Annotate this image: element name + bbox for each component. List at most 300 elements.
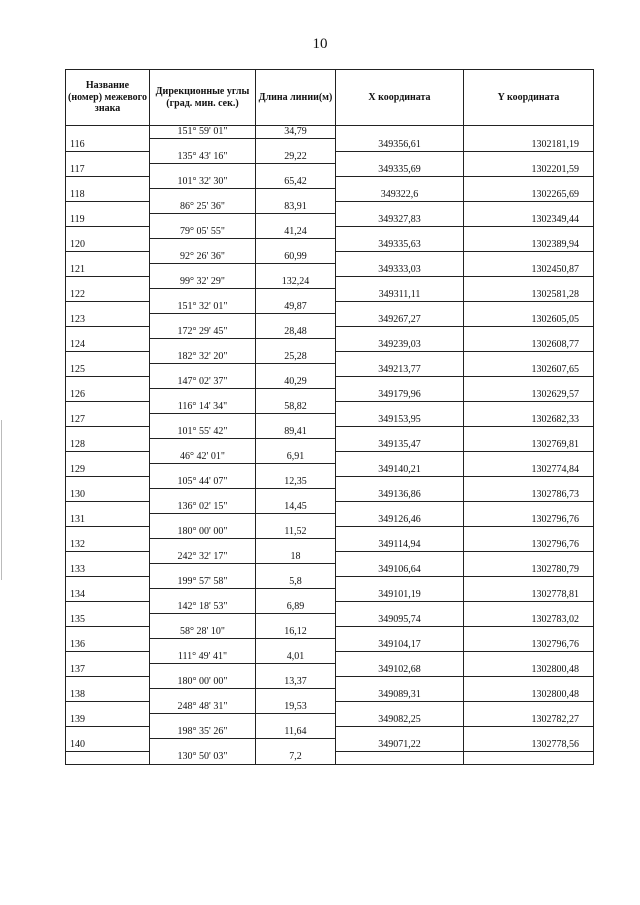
- point-name-cell: 124: [66, 339, 150, 352]
- point-name-cell: [66, 476, 150, 489]
- x-coordinate-cell: [336, 726, 464, 739]
- direction-angle-cell: 136° 02' 15": [150, 501, 256, 514]
- line-length-cell: [256, 739, 336, 752]
- x-coordinate-cell: [336, 601, 464, 614]
- line-length-cell: 41,24: [256, 226, 336, 239]
- x-coordinate-cell: 349104,17: [336, 639, 464, 652]
- line-length-cell: 132,24: [256, 276, 336, 289]
- y-coordinate-cell: 1302796,76: [464, 639, 594, 652]
- segment-row: [66, 276, 594, 289]
- point-name-cell: [66, 626, 150, 639]
- x-coordinate-cell: 349136,86: [336, 489, 464, 502]
- direction-angle-cell: 86° 25' 36": [150, 201, 256, 214]
- direction-angle-cell: 198° 35' 26": [150, 726, 256, 739]
- line-length-cell: 14,45: [256, 501, 336, 514]
- x-coordinate-cell: 349327,83: [336, 214, 464, 227]
- boundary-point-row: [66, 664, 594, 677]
- x-coordinate-cell: [336, 251, 464, 264]
- point-name-cell: [66, 526, 150, 539]
- y-coordinate-cell: [464, 676, 594, 689]
- direction-angle-cell: 248° 48' 31": [150, 701, 256, 714]
- boundary-point-row: [66, 489, 594, 502]
- boundary-point-row: [66, 614, 594, 627]
- segment-row: [66, 251, 594, 264]
- x-coordinate-cell: [336, 701, 464, 714]
- header-name: Название (номер) межевого знака: [66, 70, 150, 126]
- line-length-cell: 6,89: [256, 601, 336, 614]
- direction-angle-cell: [150, 314, 256, 327]
- direction-angle-cell: 58° 28' 10": [150, 626, 256, 639]
- segment-row: [66, 201, 594, 214]
- direction-angle-cell: [150, 539, 256, 552]
- line-length-cell: 7,2: [256, 751, 336, 764]
- point-name-cell: [66, 726, 150, 739]
- x-coordinate-cell: 349082,25: [336, 714, 464, 727]
- table-body: [66, 126, 594, 765]
- line-length-cell: [256, 564, 336, 577]
- segment-row: [66, 176, 594, 189]
- segment-row: [66, 301, 594, 314]
- line-length-cell: [256, 589, 336, 602]
- boundary-point-row: [66, 339, 594, 352]
- x-coordinate-cell: 349267,27: [336, 314, 464, 327]
- point-name-cell: 116: [66, 139, 150, 152]
- line-length-cell: 40,29: [256, 376, 336, 389]
- y-coordinate-cell: [464, 501, 594, 514]
- direction-angle-cell: [150, 189, 256, 202]
- line-length-cell: [256, 389, 336, 402]
- direction-angle-cell: 151° 59' 01": [150, 126, 256, 139]
- point-name-cell: [66, 601, 150, 614]
- x-coordinate-cell: 349089,31: [336, 689, 464, 702]
- direction-angle-cell: [150, 339, 256, 352]
- y-coordinate-cell: [464, 726, 594, 739]
- y-coordinate-cell: [464, 476, 594, 489]
- x-coordinate-cell: 349135,47: [336, 439, 464, 452]
- line-length-cell: [256, 664, 336, 677]
- point-name-cell: [66, 151, 150, 164]
- line-length-cell: [256, 364, 336, 377]
- segment-row: [66, 526, 594, 539]
- point-name-cell: [66, 176, 150, 189]
- x-coordinate-cell: 349140,21: [336, 464, 464, 477]
- y-coordinate-cell: 1302778,81: [464, 589, 594, 602]
- boundary-point-row: [66, 464, 594, 477]
- x-coordinate-cell: 349179,96: [336, 389, 464, 402]
- y-coordinate-cell: [464, 326, 594, 339]
- line-length-cell: 58,82: [256, 401, 336, 414]
- y-coordinate-cell: 1302800,48: [464, 689, 594, 702]
- y-coordinate-cell: 1302786,73: [464, 489, 594, 502]
- x-coordinate-cell: 349356,61: [336, 139, 464, 152]
- y-coordinate-cell: [464, 701, 594, 714]
- segment-row: [66, 326, 594, 339]
- point-name-cell: 117: [66, 164, 150, 177]
- segment-row: [66, 451, 594, 464]
- line-length-cell: [256, 639, 336, 652]
- boundary-point-row: [66, 739, 594, 752]
- x-coordinate-cell: 349102,68: [336, 664, 464, 677]
- x-coordinate-cell: [336, 426, 464, 439]
- line-length-cell: 29,22: [256, 151, 336, 164]
- line-length-cell: [256, 239, 336, 252]
- y-coordinate-cell: 1302389,94: [464, 239, 594, 252]
- point-name-cell: [66, 551, 150, 564]
- direction-angle-cell: 101° 55' 42": [150, 426, 256, 439]
- boundary-point-row: [66, 689, 594, 702]
- direction-angle-cell: [150, 639, 256, 652]
- line-length-cell: [256, 139, 336, 152]
- point-name-cell: [66, 351, 150, 364]
- line-length-cell: 16,12: [256, 626, 336, 639]
- y-coordinate-cell: 1302780,79: [464, 564, 594, 577]
- segment-row: [66, 226, 594, 239]
- line-length-cell: [256, 214, 336, 227]
- direction-angle-cell: 182° 32' 20": [150, 351, 256, 364]
- y-coordinate-cell: 1302796,76: [464, 514, 594, 527]
- x-coordinate-cell: [336, 176, 464, 189]
- line-length-cell: [256, 464, 336, 477]
- y-coordinate-cell: [464, 276, 594, 289]
- header-angle: Дирекционные углы (град. мин. сек.): [150, 70, 256, 126]
- point-name-cell: 135: [66, 614, 150, 627]
- x-coordinate-cell: [336, 201, 464, 214]
- x-coordinate-cell: 349071,22: [336, 739, 464, 752]
- point-name-cell: [66, 426, 150, 439]
- boundary-point-row: [66, 414, 594, 427]
- line-length-cell: 18: [256, 551, 336, 564]
- boundary-point-row: [66, 589, 594, 602]
- direction-angle-cell: 199° 57' 58": [150, 576, 256, 589]
- point-name-cell: 140: [66, 739, 150, 752]
- point-name-cell: 132: [66, 539, 150, 552]
- direction-angle-cell: [150, 214, 256, 227]
- point-name-cell: 134: [66, 589, 150, 602]
- direction-angle-cell: [150, 364, 256, 377]
- direction-angle-cell: 180° 00' 00": [150, 526, 256, 539]
- boundary-coordinates-table: [65, 69, 594, 765]
- point-name-cell: [66, 126, 150, 139]
- point-name-cell: 129: [66, 464, 150, 477]
- direction-angle-cell: 79° 05' 55": [150, 226, 256, 239]
- y-coordinate-cell: 1302774,84: [464, 464, 594, 477]
- y-coordinate-cell: [464, 401, 594, 414]
- line-length-cell: [256, 489, 336, 502]
- segment-row: [66, 626, 594, 639]
- segment-row: [66, 701, 594, 714]
- boundary-point-row: [66, 264, 594, 277]
- point-name-cell: [66, 226, 150, 239]
- line-length-cell: [256, 514, 336, 527]
- y-coordinate-cell: 1302181,19: [464, 139, 594, 152]
- line-length-cell: 5,8: [256, 576, 336, 589]
- segment-row: [66, 551, 594, 564]
- boundary-point-row: [66, 714, 594, 727]
- direction-angle-cell: 242° 32' 17": [150, 551, 256, 564]
- direction-angle-cell: 111° 49' 41": [150, 651, 256, 664]
- y-coordinate-cell: 1302608,77: [464, 339, 594, 352]
- line-length-cell: [256, 164, 336, 177]
- line-length-cell: 13,37: [256, 676, 336, 689]
- x-coordinate-cell: 349333,03: [336, 264, 464, 277]
- point-name-cell: 127: [66, 414, 150, 427]
- direction-angle-cell: [150, 139, 256, 152]
- direction-angle-cell: [150, 714, 256, 727]
- line-length-cell: [256, 264, 336, 277]
- table-header: [66, 70, 594, 126]
- x-coordinate-cell: 349106,64: [336, 564, 464, 577]
- x-coordinate-cell: [336, 276, 464, 289]
- direction-angle-cell: 180° 00' 00": [150, 676, 256, 689]
- point-name-cell: 131: [66, 514, 150, 527]
- line-length-cell: [256, 314, 336, 327]
- line-length-cell: [256, 289, 336, 302]
- x-coordinate-cell: [336, 376, 464, 389]
- direction-angle-cell: 151° 32' 01": [150, 301, 256, 314]
- point-name-cell: 138: [66, 689, 150, 702]
- y-coordinate-cell: 1302778,56: [464, 739, 594, 752]
- boundary-point-row: [66, 239, 594, 252]
- direction-angle-cell: [150, 489, 256, 502]
- x-coordinate-cell: 349335,69: [336, 164, 464, 177]
- x-coordinate-cell: [336, 126, 464, 139]
- segment-row: [66, 351, 594, 364]
- direction-angle-cell: 130° 50' 03": [150, 751, 256, 764]
- x-coordinate-cell: 349239,03: [336, 339, 464, 352]
- point-name-cell: [66, 276, 150, 289]
- x-coordinate-cell: [336, 401, 464, 414]
- point-name-cell: 128: [66, 439, 150, 452]
- point-name-cell: 137: [66, 664, 150, 677]
- line-length-cell: 11,52: [256, 526, 336, 539]
- direction-angle-cell: [150, 439, 256, 452]
- y-coordinate-cell: [464, 576, 594, 589]
- y-coordinate-cell: 1302605,05: [464, 314, 594, 327]
- header-x: X координата: [336, 70, 464, 126]
- y-coordinate-cell: 1302800,48: [464, 664, 594, 677]
- point-name-cell: [66, 301, 150, 314]
- point-name-cell: [66, 701, 150, 714]
- direction-angle-cell: 46° 42' 01": [150, 451, 256, 464]
- point-name-cell: [66, 251, 150, 264]
- point-name-cell: [66, 376, 150, 389]
- x-coordinate-cell: [336, 501, 464, 514]
- direction-angle-cell: [150, 264, 256, 277]
- line-length-cell: [256, 189, 336, 202]
- point-name-cell: [66, 326, 150, 339]
- y-coordinate-cell: 1302796,76: [464, 539, 594, 552]
- line-length-cell: 12,35: [256, 476, 336, 489]
- x-coordinate-cell: [336, 626, 464, 639]
- line-length-cell: 11,64: [256, 726, 336, 739]
- segment-row: [66, 651, 594, 664]
- y-coordinate-cell: [464, 201, 594, 214]
- line-length-cell: [256, 339, 336, 352]
- line-length-cell: 19,53: [256, 701, 336, 714]
- line-length-cell: 25,28: [256, 351, 336, 364]
- x-coordinate-cell: [336, 651, 464, 664]
- boundary-point-row: [66, 164, 594, 177]
- direction-angle-cell: 92° 26' 36": [150, 251, 256, 264]
- point-name-cell: [66, 201, 150, 214]
- y-coordinate-cell: [464, 451, 594, 464]
- point-name-cell: 119: [66, 214, 150, 227]
- direction-angle-cell: 101° 32' 30": [150, 176, 256, 189]
- point-name-cell: [66, 751, 150, 764]
- y-coordinate-cell: [464, 301, 594, 314]
- point-name-cell: 122: [66, 289, 150, 302]
- direction-angle-cell: [150, 289, 256, 302]
- segment-row: [66, 601, 594, 614]
- point-name-cell: 130: [66, 489, 150, 502]
- line-length-cell: [256, 439, 336, 452]
- line-length-cell: 83,91: [256, 201, 336, 214]
- y-coordinate-cell: [464, 526, 594, 539]
- x-coordinate-cell: 349095,74: [336, 614, 464, 627]
- point-name-cell: 123: [66, 314, 150, 327]
- y-coordinate-cell: 1302450,87: [464, 264, 594, 277]
- x-coordinate-cell: [336, 326, 464, 339]
- y-coordinate-cell: [464, 426, 594, 439]
- y-coordinate-cell: 1302201,59: [464, 164, 594, 177]
- x-coordinate-cell: [336, 226, 464, 239]
- point-name-cell: 118: [66, 189, 150, 202]
- segment-row: [66, 751, 594, 764]
- boundary-point-row: [66, 514, 594, 527]
- boundary-point-row: [66, 364, 594, 377]
- boundary-point-row: [66, 389, 594, 402]
- scan-margin-mark: [1, 420, 2, 580]
- point-name-cell: [66, 501, 150, 514]
- segment-row: [66, 426, 594, 439]
- x-coordinate-cell: 349311,11: [336, 289, 464, 302]
- x-coordinate-cell: [336, 301, 464, 314]
- direction-angle-cell: [150, 589, 256, 602]
- x-coordinate-cell: 349335,63: [336, 239, 464, 252]
- line-length-cell: 89,41: [256, 426, 336, 439]
- segment-row: [66, 401, 594, 414]
- x-coordinate-cell: 349322,6: [336, 189, 464, 202]
- segment-row: [66, 576, 594, 589]
- y-coordinate-cell: [464, 626, 594, 639]
- direction-angle-cell: [150, 164, 256, 177]
- line-length-cell: 6,91: [256, 451, 336, 464]
- direction-angle-cell: 105° 44' 07": [150, 476, 256, 489]
- point-name-cell: 126: [66, 389, 150, 402]
- x-coordinate-cell: [336, 676, 464, 689]
- page-number: 10: [312, 36, 328, 52]
- direction-angle-cell: [150, 514, 256, 527]
- y-coordinate-cell: 1302629,57: [464, 389, 594, 402]
- direction-angle-cell: [150, 664, 256, 677]
- direction-angle-cell: 147° 02' 37": [150, 376, 256, 389]
- x-coordinate-cell: [336, 476, 464, 489]
- direction-angle-cell: 142° 18' 53": [150, 601, 256, 614]
- segment-row: [66, 726, 594, 739]
- segment-row: [66, 151, 594, 164]
- direction-angle-cell: [150, 389, 256, 402]
- y-coordinate-cell: 1302769,81: [464, 439, 594, 452]
- point-name-cell: 121: [66, 264, 150, 277]
- x-coordinate-cell: [336, 351, 464, 364]
- y-coordinate-cell: [464, 751, 594, 764]
- line-length-cell: 60,99: [256, 251, 336, 264]
- direction-angle-cell: [150, 464, 256, 477]
- segment-row: [66, 476, 594, 489]
- point-name-cell: 133: [66, 564, 150, 577]
- boundary-point-row: [66, 439, 594, 452]
- x-coordinate-cell: [336, 576, 464, 589]
- direction-angle-cell: 116° 14' 34": [150, 401, 256, 414]
- x-coordinate-cell: 349153,95: [336, 414, 464, 427]
- y-coordinate-cell: [464, 151, 594, 164]
- direction-angle-cell: 172° 29' 45": [150, 326, 256, 339]
- x-coordinate-cell: 349213,77: [336, 364, 464, 377]
- x-coordinate-cell: 349101,19: [336, 589, 464, 602]
- x-coordinate-cell: [336, 551, 464, 564]
- x-coordinate-cell: [336, 526, 464, 539]
- y-coordinate-cell: 1302607,65: [464, 364, 594, 377]
- point-name-cell: [66, 451, 150, 464]
- line-length-cell: 49,87: [256, 301, 336, 314]
- direction-angle-cell: [150, 689, 256, 702]
- direction-angle-cell: [150, 739, 256, 752]
- x-coordinate-cell: 349126,46: [336, 514, 464, 527]
- direction-angle-cell: [150, 564, 256, 577]
- y-coordinate-cell: [464, 601, 594, 614]
- header-row: [66, 70, 594, 126]
- point-name-cell: 125: [66, 364, 150, 377]
- boundary-point-row: [66, 289, 594, 302]
- x-coordinate-cell: 349114,94: [336, 539, 464, 552]
- header-length: Длина линии(м): [256, 70, 336, 126]
- line-length-cell: [256, 714, 336, 727]
- boundary-point-row: [66, 214, 594, 227]
- line-length-cell: [256, 614, 336, 627]
- segment-row: [66, 676, 594, 689]
- boundary-point-row: [66, 314, 594, 327]
- point-name-cell: 139: [66, 714, 150, 727]
- boundary-table-wrapper: [65, 69, 593, 765]
- y-coordinate-cell: 1302581,28: [464, 289, 594, 302]
- line-length-cell: 34,79: [256, 126, 336, 139]
- y-coordinate-cell: [464, 351, 594, 364]
- segment-row: [66, 376, 594, 389]
- segment-row: [66, 501, 594, 514]
- boundary-point-row: [66, 639, 594, 652]
- line-length-cell: 28,48: [256, 326, 336, 339]
- point-name-cell: 120: [66, 239, 150, 252]
- point-name-cell: [66, 576, 150, 589]
- y-coordinate-cell: [464, 126, 594, 139]
- y-coordinate-cell: [464, 551, 594, 564]
- y-coordinate-cell: 1302782,27: [464, 714, 594, 727]
- y-coordinate-cell: 1302349,44: [464, 214, 594, 227]
- y-coordinate-cell: [464, 226, 594, 239]
- line-length-cell: [256, 414, 336, 427]
- point-name-cell: [66, 401, 150, 414]
- x-coordinate-cell: [336, 451, 464, 464]
- point-name-cell: 136: [66, 639, 150, 652]
- y-coordinate-cell: [464, 251, 594, 264]
- y-coordinate-cell: [464, 176, 594, 189]
- direction-angle-cell: 135° 43' 16": [150, 151, 256, 164]
- boundary-point-row: [66, 564, 594, 577]
- y-coordinate-cell: 1302682,33: [464, 414, 594, 427]
- y-coordinate-cell: 1302265,69: [464, 189, 594, 202]
- direction-angle-cell: 99° 32' 29": [150, 276, 256, 289]
- boundary-point-row: [66, 539, 594, 552]
